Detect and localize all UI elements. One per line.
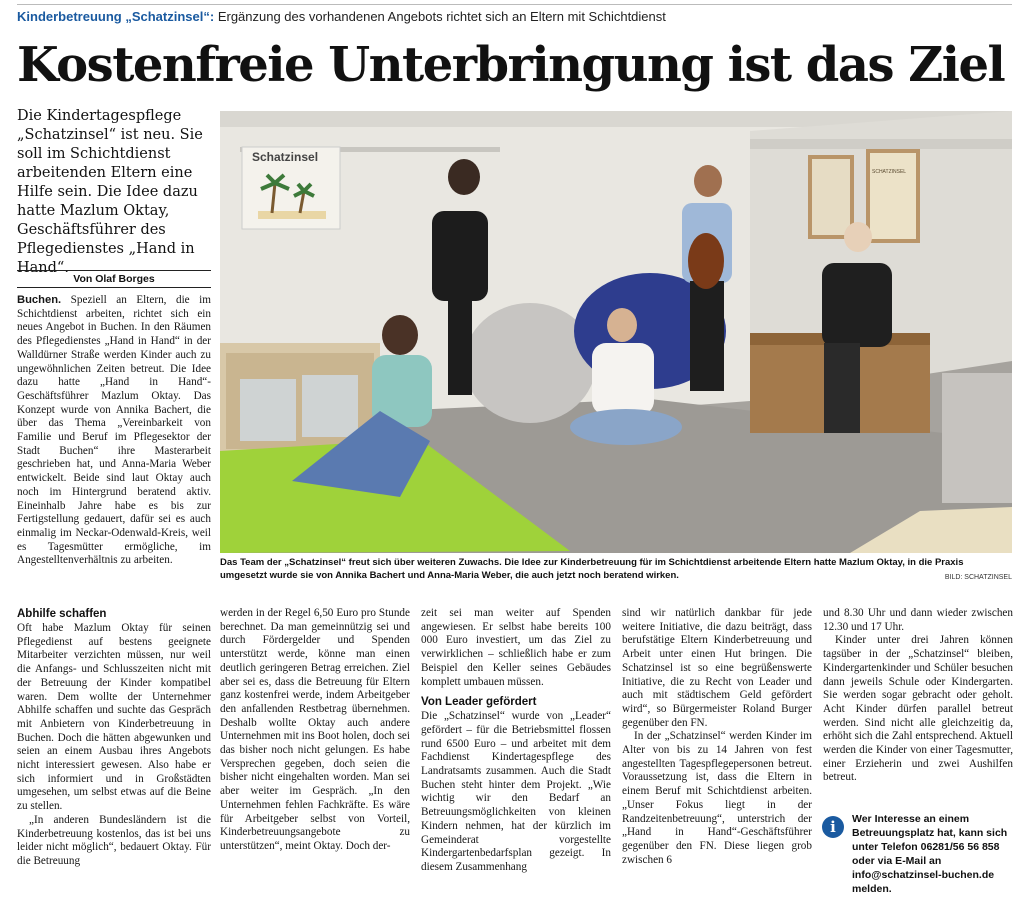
photo-credit: BILD: SCHATZINSEL	[944, 574, 1012, 581]
column-1-intro	[17, 294, 211, 596]
column-1-lower	[17, 607, 211, 885]
col5-paragraph-1: und 8.30 Uhr und dann wieder zwischen 12.30 und 17 Uhr.	[823, 607, 1013, 633]
column-5	[823, 607, 1013, 803]
column-3	[421, 607, 611, 885]
kicker-line	[17, 8, 1017, 26]
col3-paragraph-1: zeit sei man weiter auf Spenden angewiesen. Er selbst habe bereits 100 000 Euro investiert, um das Ziel zu verwirklichen – schließlich habe er zum Beispiel den Keller seines Gebäudes komplett umbauen müssen.	[421, 607, 611, 688]
photo-caption: Das Team der „Schatzinsel“ freut sich über weiteren Zuwachs. Die Idee zur Kinderbetreuung für im Schichtdienst arbeitende Eltern hatte Mazlum Oktay, in die Praxis umgesetzt wurde sie von Annika Bachert und Anna-Maria Weber, die auch jetzt noch beratend wirken.	[220, 557, 964, 581]
col4-paragraph-1: sind wir natürlich dankbar für jede weitere Initiative, die dazu beiträgt, dass berufstätige Eltern Kinderbetreuung und Arbeit unter einen Hut bringen. Die Schatzinsel ist so eine begrüßenswerte Initiative, die zu Recht von Leader und auch mit städtischem Geld gefördert wird“, so Bürgermeister Roland Burger gegenüber den FN.	[622, 607, 812, 729]
lead-paragraph: Die Kindertagespflege „Schatzinsel“ ist neu. Sie soll im Schichtdienst arbeitenden Eltern eine Hilfe sein. Die Idee dazu hatte Mazlum Oktay, Geschäftsführer des Pflegedienstes „Hand in Hand“.	[17, 108, 203, 276]
col1-paragraph-2: Oft habe Mazlum Oktay für seinen Pflegedienst auf bestens geeignete Mitarbeiter verzichten müssen, nur weil die Anfangs- und Schlusszeiten nicht mit der Betreuung der Kinder kompatibel waren. Dem wollte der Unternehmer Abhilfe schaffen und suchte das Gespräch mit Anbietern von Kinderbetreuung in Buchen. Doch die hätten abgewunken und seien an einem Ausbau ihres Angebots nicht interessiert gewesen. Also habe er sich informiert und in Großstädten umgesehen, um selbst etwas auf die Beine zu stellen.	[17, 622, 211, 813]
col3-paragraph-2: Die „Schatzinsel“ wurde von „Leader“ gefördert – für die Betriebsmittel flossen rund 6500 Euro – und arbeitet mit dem Fachdienst Kindertagespflege des Landratsamts zusammen. Auch die Stadt Buchen steht hinter dem Projekt. „Wie wichtig wir den Bedarf an Betreuungsmöglichkeiten von kleinen Kindern nehmen, hat der kürzlich im Gemeinderat vorgestellte Kindergartenbedarfsplan gezeigt. In diesem Zusammenhang	[421, 710, 611, 873]
info-box-text: Wer Interesse an einem Betreuungsplatz hat, kann sich unter Telefon 06281/56 56 858 oder via E-Mail an info@schatzinsel-buchen.de melden.	[852, 813, 1008, 895]
team-photo	[220, 111, 1012, 553]
column-2	[220, 607, 410, 885]
dateline: Buchen.	[17, 294, 62, 306]
info-icon: i	[822, 816, 844, 838]
subhead-abhilfe: Abhilfe schaffen	[17, 608, 107, 620]
col1-paragraph-3: „In anderen Bundesländern ist die Kinderbetreuung kostenlos, das ist bei uns leider nicht möglich“, bedauert Oktay. Für die Betreuung	[17, 813, 211, 867]
kicker-text: Ergänzung des vorhandenen Angebots richtet sich an Eltern mit Schichtdienst	[214, 9, 666, 24]
team-photo-illustration	[220, 111, 1012, 553]
col1-text: Speziell an Eltern, die im Schichtdienst arbeiten, richtet sich ein neues Angebot in Buchen. In den Räumen des Pflegedienstes „Hand in Hand“ in der Walldürner Straße werden Kinder auch zu ungewöhnlichen Zeiten betreut. Die Idee dazu hatte „Hand in Hand“-Geschäftsführer Mazlum Oktay. Das Konzept wurde von Annika Bachert, die über das Thema „Vereinbarkeit von Familie und Beruf im Pflegesektor der Stadt Buchen“ ihre Masterarbeit geschrieben hat, und Anna-Maria Weber entwickelt. Beide sind laut Oktay auch noch im Hintergrund beratend aktiv. Eineinhalb Jahre habe es bis zur Fertigstellung gedauert, dafür sei es auch einmalig im Neckar-Odenwald-Kreis, weil es Tagesmütter ermögliche, im Angestelltenverhältnis zu arbeiten.	[17, 294, 211, 567]
col5-paragraph-2: Kinder unter drei Jahren können tagsüber in der „Schatzinsel“ bleiben, Kindergartenkinder und Schüler besuchen dann jeweils Schule oder Kindergarten. Sie werden sogar gebracht oder geholt. Acht Kinder dürfen parallel betreut werden. Sind nicht alle gleichzeitig da, erhöht sich die Zahl entsprechend. Aktuell werden die Kinder von einer Tagesmutter, einer Erzieherin und zwei Aushilfen betreut.	[823, 634, 1013, 784]
column-4	[622, 607, 812, 885]
top-rule	[17, 4, 1012, 5]
poster-text: SCHATZINSEL	[872, 169, 907, 175]
byline: Von Olaf Borges	[17, 270, 211, 288]
subhead-leader: Von Leader gefördert	[421, 696, 537, 709]
headline: Kostenfreie Unterbringung ist das Ziel	[17, 37, 1005, 93]
kicker-tag: Kinderbetreuung „Schatzinsel“:	[17, 9, 215, 24]
col4-paragraph-2: In der „Schatzinsel“ werden Kinder im Alter von bis zu 14 Jahren von fest angestellten Tagespflegepersonen betreut. Voraussetzung ist, dass die Eltern in einem Beruf mit Schichtdienst arbeiten. „Unser Fokus liegt in der Randzeitenbetreuung“, unterstrich der „Hand in Hand“-Geschäftsführer gegenüber den FN. Diese liegen grob zwischen 6	[622, 730, 812, 866]
col2-paragraph-1: werden in der Regel 6,50 Euro pro Stunde berechnet. Da man gemeinnützig sei und durch Fördergelder und Spenden unterstützt werde, könne man einen deutlich geringeren Betrag erreichen. Ziel aber sei es, dass die Betreuung für Eltern ganz kostenfrei werde, indem Arbeitgeber den anfallenden Restbetrag übernehmen. Deshalb wollte Oktay auch andere Unternehmen mit ins Boot holen, doch sei das bisher noch nicht gelungen. Es habe Versprechen gegeben, doch seien die bisher nicht eingehalten worden. Man sei aber weiter im Gespräch. „In den Unternehmen fehlen Fachkräfte. Es wäre für Arbeitgeber selbst von Vorteil, Kinderbetreuungsangebote zu unterstützen“, meint Oktay. Doch der-	[220, 607, 410, 852]
photo-sign-text: Schatzinsel	[252, 150, 319, 164]
